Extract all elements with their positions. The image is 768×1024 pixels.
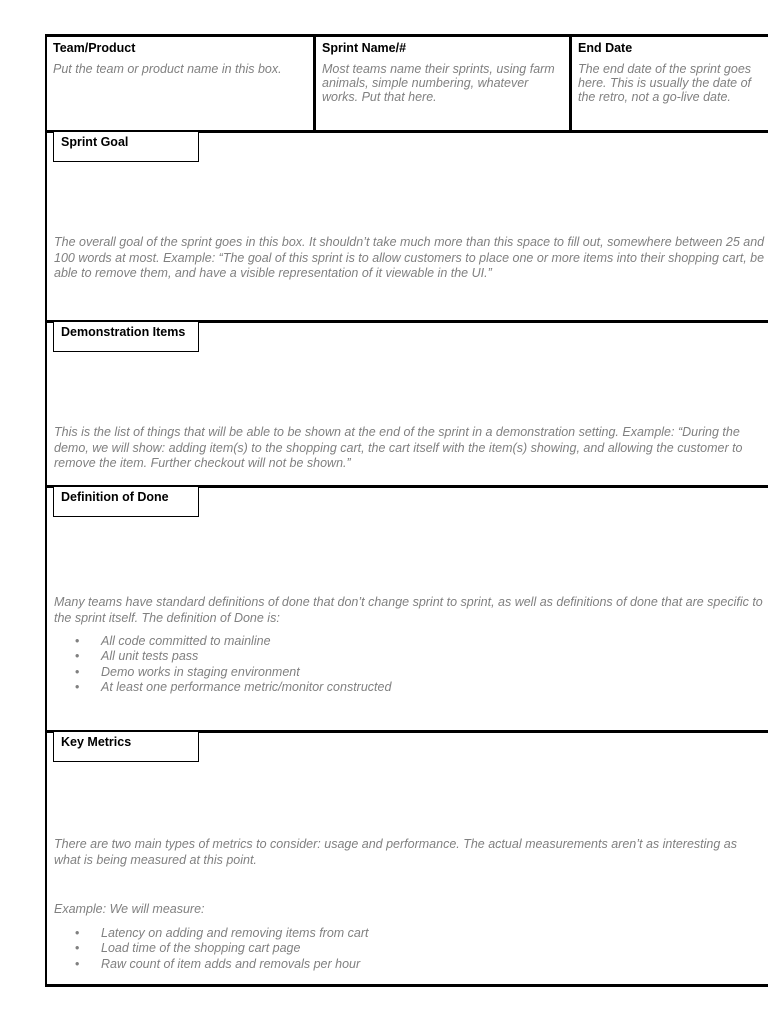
list-item-text: Load time of the shopping cart page <box>101 941 301 956</box>
list-item-text: All code committed to mainline <box>101 634 271 648</box>
bullet-icon: • <box>75 956 80 971</box>
bullet-icon: • <box>75 634 80 648</box>
demonstration-items-title: Demonstration Items <box>53 321 199 352</box>
list-item-text: At least one performance metric/monitor constructed <box>101 679 392 694</box>
key-metrics-text: There are two main types of metrics to consider: usage and performance. The actual measurements aren’t as interesting as what is being measured at this point. <box>54 837 737 867</box>
demonstration-items-text: This is the list of things that will be able to be shown at the end of the sprint in a demonstration setting. Example: “During the demo, we will show: adding item(s) to the shopping cart, the cart itself with the item(s) showing, and allowing the customer to remove the item. Further checkout will not be shown.” <box>54 425 743 470</box>
bullet-icon: • <box>75 679 80 694</box>
bullet-icon: • <box>75 649 80 664</box>
end-date-cell[interactable] <box>572 37 768 130</box>
definition-of-done-section[interactable] <box>47 485 768 730</box>
key-metrics-title: Key Metrics <box>53 731 199 762</box>
key-metrics-example-intro: Example: We will measure: <box>54 902 205 916</box>
sprint-name-hint: Most teams name their sprints, using farm animals, simple numbering, whatever works. Put that here. <box>322 62 555 104</box>
list-item-text: Raw count of item adds and removals per hour <box>101 956 361 971</box>
list-item <box>75 665 391 680</box>
list-item <box>75 634 391 649</box>
end-date-label: End Date <box>578 41 633 55</box>
bullet-icon: • <box>75 926 80 940</box>
list-item <box>75 649 391 664</box>
list-item <box>75 941 369 956</box>
team-product-label: Team/Product <box>53 41 136 55</box>
bullet-icon: • <box>75 664 80 679</box>
bullet-icon: • <box>75 941 80 956</box>
sprint-goal-section[interactable] <box>47 130 768 320</box>
list-item <box>75 680 391 695</box>
end-date-hint: The end date of the sprint goes here. This is usually the date of the retro, not a go-live date. <box>578 62 752 104</box>
list-item-text: Demo works in staging environment <box>101 664 300 679</box>
sprint-goal-text: The overall goal of the sprint goes in this box. It shouldn’t take much more than this space to fill out, somewhere between 25 and 100 words at most. Example: “The goal of this sprint is to allow customers to place one or more items into their shopping cart, be able to remove them, and have a visible representation of it viewable in the UI.” <box>54 235 765 280</box>
list-item-text: Latency on adding and removing items from cart <box>101 926 369 940</box>
sprint-planning-form <box>45 34 768 987</box>
sprint-name-label: Sprint Name/# <box>322 41 407 55</box>
definition-of-done-list <box>75 634 391 695</box>
list-item <box>75 926 369 941</box>
list-item <box>75 957 369 972</box>
header-row <box>47 37 768 130</box>
definition-of-done-text: Many teams have standard definitions of done that don’t change sprint to sprint, as well as definitions of done that are specific to the sprint itself. The definition of Done is: <box>54 595 763 625</box>
list-item-text: All unit tests pass <box>101 649 199 664</box>
team-product-cell[interactable] <box>47 37 316 130</box>
key-metrics-section[interactable] <box>47 730 768 987</box>
key-metrics-list <box>75 926 369 972</box>
definition-of-done-title: Definition of Done <box>53 486 199 517</box>
demonstration-items-section[interactable] <box>47 320 768 485</box>
team-product-hint: Put the team or product name in this box. <box>53 62 282 76</box>
sprint-goal-title: Sprint Goal <box>53 131 199 162</box>
sprint-name-cell[interactable] <box>316 37 572 130</box>
